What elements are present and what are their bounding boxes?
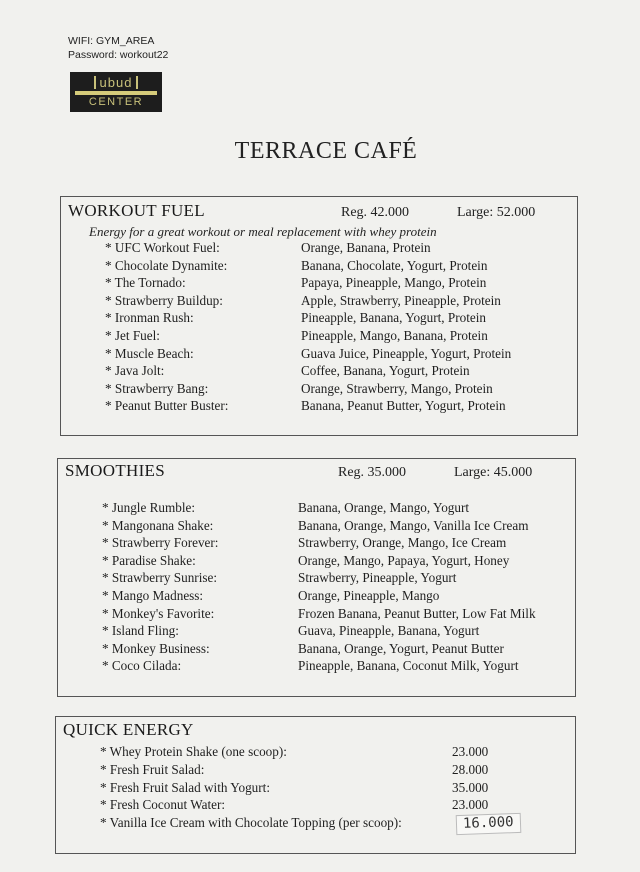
item-ingredients: Papaya, Pineapple, Mango, Protein (301, 275, 487, 291)
item-ingredients: Pineapple, Banana, Yogurt, Protein (301, 310, 486, 326)
smoothies-reg-price: Reg. 35.000 (338, 465, 407, 480)
item-price: 28.000 (452, 761, 489, 777)
workout-fuel-large-price: Large: 52.000 (457, 205, 536, 220)
item-price: 23.000 (452, 797, 489, 813)
item-ingredients: Apple, Strawberry, Pineapple, Protein (301, 292, 501, 308)
quick-energy-section (55, 716, 576, 854)
item-name: * Coco Cilada: (102, 658, 182, 674)
item-ingredients: Orange, Banana, Protein (301, 240, 431, 255)
item-name: * UFC Workout Fuel: (105, 240, 220, 255)
smoothies-large-price: Large: 45.000 (454, 465, 533, 480)
quick-energy-title: QUICK ENERGY (63, 720, 194, 739)
item-name: * The Tornado: (105, 275, 186, 291)
item-ingredients: Coffee, Banana, Yogurt, Protein (301, 363, 470, 379)
smoothies-section (57, 458, 576, 697)
list-item (102, 657, 572, 675)
list-item (102, 640, 572, 658)
item-name: * Island Fling: (102, 623, 179, 639)
item-ingredients: Banana, Orange, Mango, Vanilla Ice Cream (298, 517, 529, 533)
item-ingredients: Orange, Mango, Papaya, Yogurt, Honey (298, 552, 510, 568)
list-item (105, 239, 575, 257)
item-ingredients: Guava Juice, Pineapple, Yogurt, Protein (301, 345, 512, 361)
item-ingredients: Strawberry, Orange, Mango, Ice Cream (298, 535, 507, 551)
workout-fuel-section (60, 196, 578, 436)
item-name: * Mangonana Shake: (102, 517, 214, 533)
item-price: 16.000 (456, 813, 521, 835)
item-ingredients: Banana, Chocolate, Yogurt, Protein (301, 257, 488, 273)
item-ingredients: Orange, Pineapple, Mango (298, 588, 440, 603)
workout-fuel-reg-price: Reg. 42.000 (341, 205, 410, 220)
page-title: TERRACE CAFÉ (234, 138, 418, 164)
item-ingredients: Strawberry, Pineapple, Yogurt (298, 570, 457, 586)
item-ingredients: Pineapple, Mango, Banana, Protein (301, 328, 488, 343)
list-item (102, 587, 572, 605)
list-item (105, 309, 575, 327)
item-name: * Mango Madness: (102, 588, 204, 603)
wifi-network: WIFI: GYM_AREA (68, 35, 155, 47)
workout-fuel-tagline: Energy for a great workout or meal replacement with whey protein (89, 224, 437, 239)
list-item (105, 327, 575, 345)
item-name: * Vanilla Ice Cream with Chocolate Topping (per scoop): (100, 815, 402, 831)
item-name: * Whey Protein Shake (one scoop): (100, 744, 287, 759)
item-name: * Strawberry Forever: (102, 535, 219, 551)
item-ingredients: Guava, Pineapple, Banana, Yogurt (298, 623, 480, 639)
item-name: * Peanut Butter Buster: (105, 398, 229, 414)
item-ingredients: Orange, Strawberry, Mango, Protein (301, 380, 493, 396)
item-name: * Ironman Rush: (105, 310, 194, 326)
list-item (105, 380, 575, 398)
item-name: * Paradise Shake: (102, 552, 196, 568)
item-name: * Muscle Beach: (105, 345, 194, 361)
item-ingredients: Pineapple, Banana, Coconut Milk, Yogurt (298, 658, 519, 674)
list-item (105, 362, 575, 380)
item-name: * Chocolate Dynamite: (105, 257, 228, 273)
list-item (105, 257, 575, 275)
item-name: * Strawberry Bang: (105, 380, 209, 396)
item-ingredients: Frozen Banana, Peanut Butter, Low Fat Milk (298, 605, 536, 621)
item-name: * Strawberry Buildup: (105, 292, 223, 308)
item-name: * Fresh Coconut Water: (100, 797, 226, 813)
list-item (102, 605, 572, 623)
wifi-password: Password: workout22 (68, 49, 169, 61)
item-price: 23.000 (452, 744, 489, 759)
logo-top-text: ubud (94, 76, 139, 89)
smoothies-title: SMOOTHIES (65, 461, 165, 480)
list-item (105, 345, 575, 363)
list-item (102, 552, 572, 570)
logo-bottom-text: CENTER (88, 96, 144, 108)
wifi-info (68, 34, 168, 62)
item-name: * Java Jolt: (105, 363, 165, 379)
ubud-center-logo (70, 72, 162, 112)
item-name: * Jet Fuel: (105, 328, 160, 343)
item-ingredients: Banana, Orange, Mango, Yogurt (298, 500, 470, 515)
logo-bar (75, 91, 157, 95)
item-price: 35.000 (452, 779, 489, 795)
list-item (100, 779, 570, 797)
item-name: * Fresh Fruit Salad: (100, 761, 205, 777)
item-name: * Monkey's Favorite: (102, 605, 215, 621)
list-item (105, 292, 575, 310)
list-item (102, 622, 572, 640)
list-item (100, 796, 570, 814)
item-name: * Jungle Rumble: (102, 500, 196, 515)
list-item (102, 534, 572, 552)
list-item (102, 499, 572, 517)
workout-fuel-title: WORKOUT FUEL (68, 201, 205, 220)
list-item (102, 517, 572, 535)
item-name: * Fresh Fruit Salad with Yogurt: (100, 779, 270, 795)
list-item (100, 814, 570, 832)
list-item (100, 743, 570, 761)
list-item (102, 569, 572, 587)
list-item (105, 397, 575, 415)
list-item (105, 274, 575, 292)
item-name: * Monkey Business: (102, 640, 210, 656)
item-name: * Strawberry Sunrise: (102, 570, 218, 586)
item-ingredients: Banana, Orange, Yogurt, Peanut Butter (298, 640, 504, 656)
item-ingredients: Banana, Peanut Butter, Yogurt, Protein (301, 398, 506, 414)
list-item (100, 761, 570, 779)
